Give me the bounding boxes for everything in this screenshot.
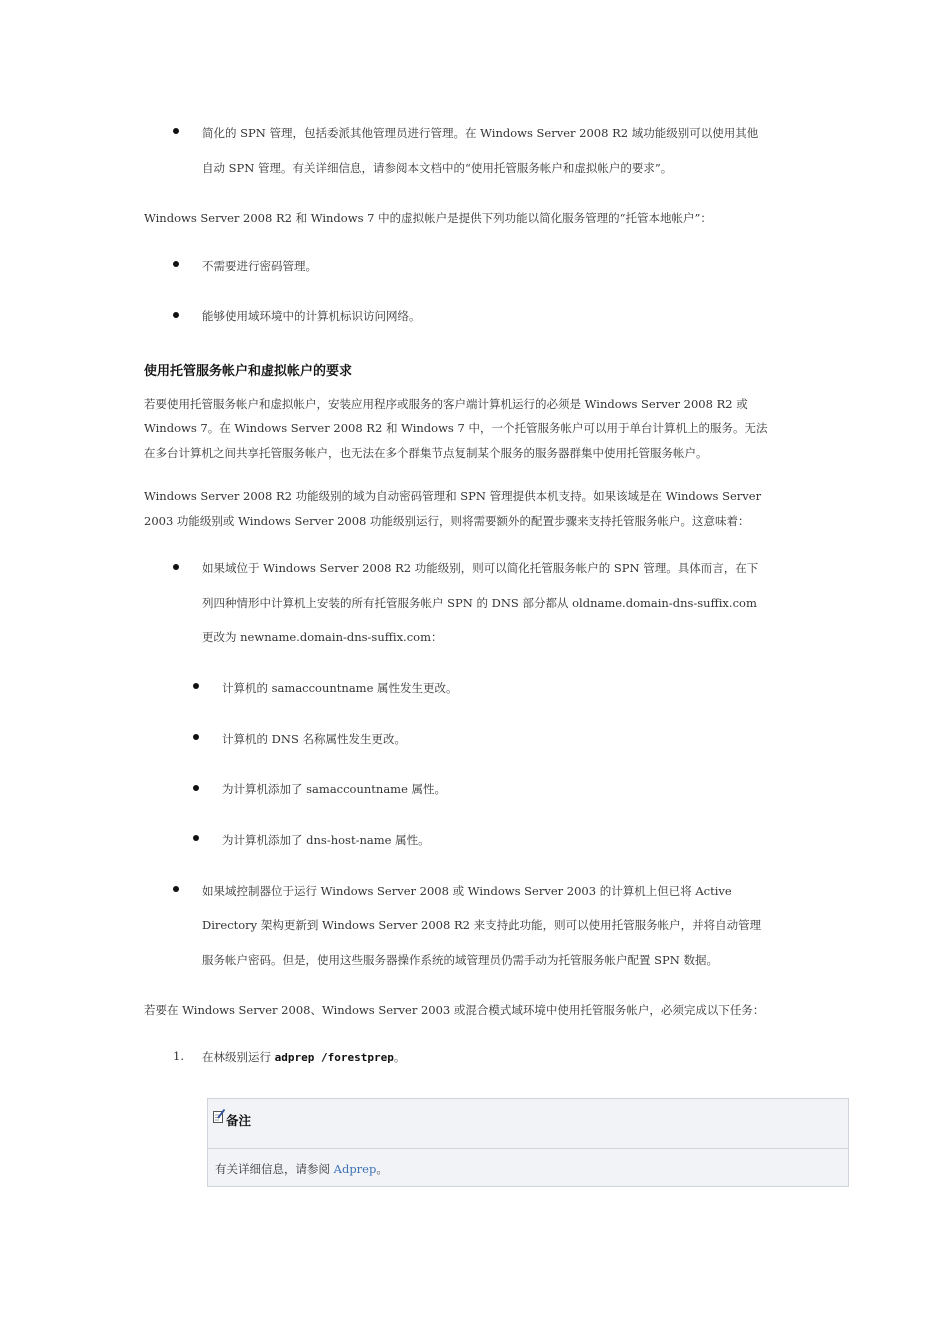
note-pencil-icon (213, 1109, 225, 1123)
sub-bullet-text: 计算机的 samaccountname 属性发生更改。 (222, 681, 458, 695)
sub-bullet-dot (193, 835, 199, 841)
paragraph-line: Windows Server 2008 R2 功能级别的域为自动密码管理和 SPN 管理提供本机支持。如果该域是在 Windows Server (144, 489, 762, 503)
bullet-text: 服务帐户密码。但是，使用这些服务器操作系统的域管理员仍需手动为托管服务帐户配置 SPN 数据。 (202, 953, 718, 967)
bullet-text: 如果域控制器位于运行 Windows Server 2008 或 Windows Server 2003 的计算机上但已将 Active (202, 884, 732, 898)
bullet-dot (173, 128, 179, 134)
command-code: adprep /forestprep (274, 1051, 394, 1064)
bullet-dot (173, 312, 179, 318)
note-body (215, 1161, 388, 1177)
bullet-text: 列四种情形中计算机上安装的所有托管服务帐户 SPN 的 DNS 部分都从 oldname.domain-dns-suffix.com (202, 596, 757, 610)
bullet-text: 简化的 SPN 管理，包括委派其他管理员进行管理。在 Windows Server 2008 R2 域功能级别可以使用其他 (202, 126, 759, 140)
sub-bullet-text: 为计算机添加了 dns-host-name 属性。 (222, 833, 430, 847)
bullet-text: 如果域位于 Windows Server 2008 R2 功能级别，则可以简化托管服务帐户的 SPN 管理。具体而言，在下 (202, 561, 759, 575)
step-tail: 。 (393, 1050, 406, 1064)
bullet-text: 不需要进行密码管理。 (202, 259, 317, 273)
bullet-dot (173, 564, 179, 570)
bullet-text: 更改为 newname.domain-dns-suffix.com： (202, 630, 443, 644)
bullet-dot (173, 261, 179, 267)
sub-bullet-text: 计算机的 DNS 名称属性发生更改。 (222, 732, 406, 746)
section-heading: 使用托管服务帐户和虚拟帐户的要求 (144, 364, 353, 379)
note-box (207, 1098, 849, 1187)
adprep-link[interactable]: Adprep (333, 1162, 377, 1176)
virtual-accounts-intro: Windows Server 2008 R2 和 Windows 7 中的虚拟帐户是提供下列功能以简化服务管理的“托管本地帐户”： (144, 211, 712, 225)
note-header (208, 1099, 848, 1149)
bullet-text: 自动 SPN 管理。有关详细信息，请参阅本文档中的“使用托管服务帐户和虚拟帐户的要求”。 (202, 161, 673, 175)
sub-bullet-dot (193, 683, 199, 689)
bullet-dot (173, 886, 179, 892)
sub-bullet-dot (193, 734, 199, 740)
note-text: 有关详细信息，请参阅 (215, 1162, 334, 1176)
note-tail: 。 (376, 1162, 388, 1176)
step-label: 在林级别运行 (202, 1050, 275, 1064)
paragraph-line: 若要在 Windows Server 2008、Windows Server 2003 或混合模式域环境中使用托管服务帐户，必须完成以下任务： (144, 1003, 765, 1017)
sub-bullet-dot (193, 785, 199, 791)
paragraph-line: 若要使用托管服务帐户和虚拟帐户，安装应用程序或服务的客户端计算机运行的必须是 Windows Server 2008 R2 或 (144, 397, 748, 411)
bullet-text: Directory 架构更新到 Windows Server 2008 R2 来支持此功能，则可以使用托管服务帐户，并将自动管理 (202, 918, 762, 932)
paragraph-line: 在多台计算机之间共享托管服务帐户，也无法在多个群集节点复制某个服务的服务器群集中使用托管服务帐户。 (144, 446, 708, 460)
step-text (202, 1049, 405, 1065)
sub-bullet-text: 为计算机添加了 samaccountname 属性。 (222, 782, 447, 796)
paragraph-line: Windows 7。在 Windows Server 2008 R2 和 Windows 7 中，一个托管服务帐户可以用于单台计算机上的服务。无法 (144, 421, 768, 435)
bullet-text: 能够使用域环境中的计算机标识访问网络。 (202, 309, 421, 323)
paragraph-line: 2003 功能级别或 Windows Server 2008 功能级别运行，则将需要额外的配置步骤来支持托管服务帐户。这意味着： (144, 514, 750, 528)
note-title: 备注 (226, 1113, 252, 1128)
step-number: 1. (173, 1049, 184, 1063)
